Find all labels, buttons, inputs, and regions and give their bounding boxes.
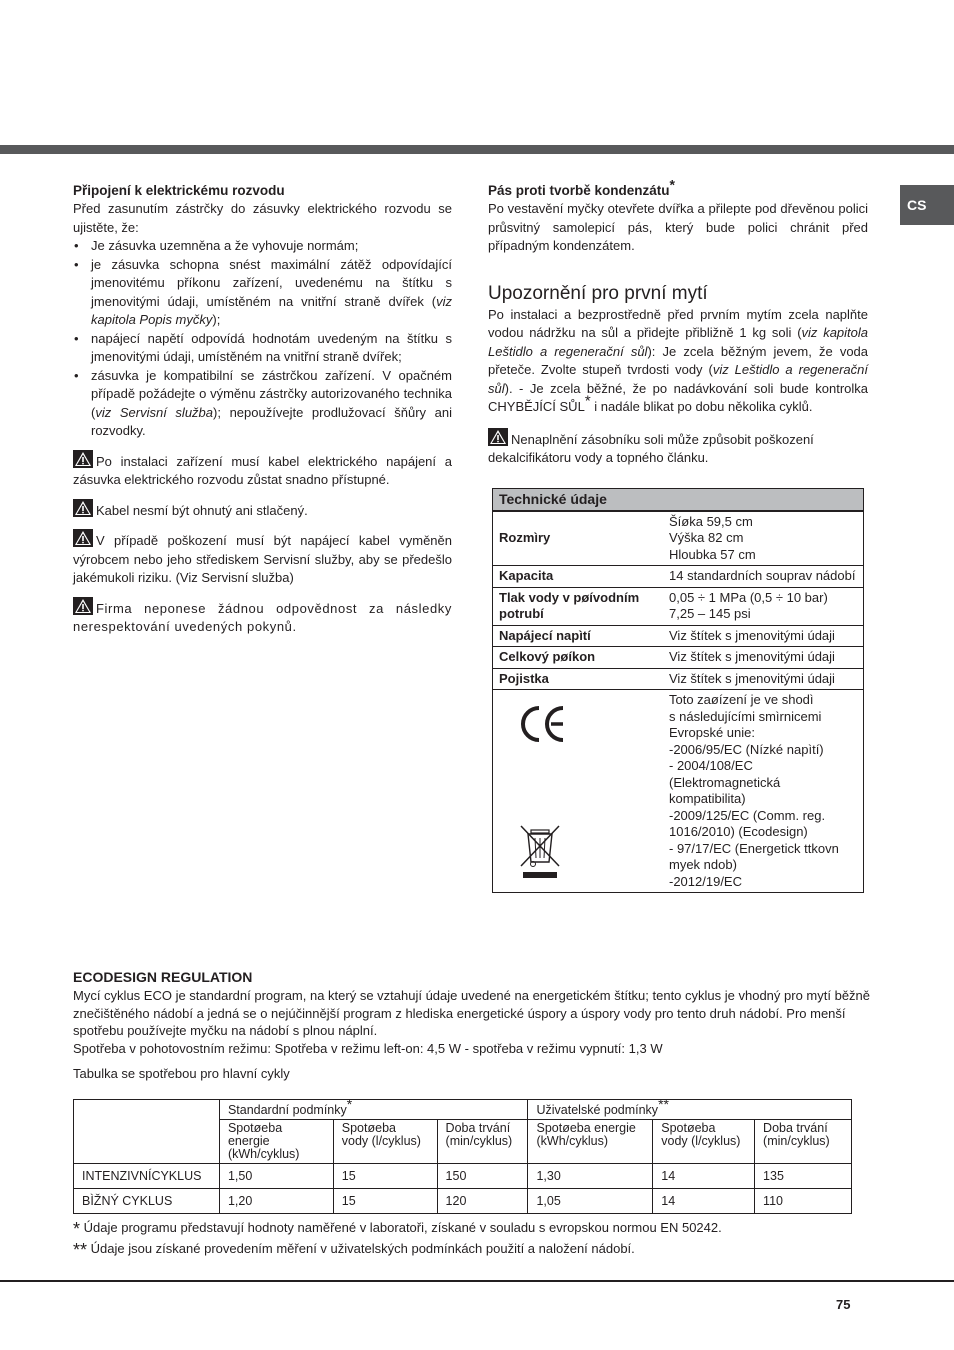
table-row xyxy=(493,587,864,625)
column-header: Doba trvání (min/cyklus) xyxy=(437,1120,528,1164)
electrical-intro: Před zasunutím zástrčky do zásuvky elektrického rozvodu se ujistěte, že: xyxy=(73,201,452,235)
compliance-icons xyxy=(493,690,664,893)
row-label: Celkový pøíkon xyxy=(493,647,664,669)
ecodesign-section xyxy=(73,968,873,1083)
section-title-condensation-strip: Pás proti tvorbě kondenzátu* xyxy=(488,176,675,198)
row-value: 14 standardních souprav nádobí xyxy=(663,566,864,588)
row-label: Kapacita xyxy=(493,566,664,588)
compliance-text: Toto zaøízení je ve shodì s následujícími smìrnicemi Evropské unie: -2006/95/EC (Nízké napìtí) - 2004/108/EC (Elektromagnetická kompatibilita) -2009/125/EC (Comm. reg. 1016/2010) (Ecodesign) - 97/17/EC (Energetick ttkovn myek ndob) -2012/19/EC xyxy=(663,690,864,893)
table-row xyxy=(493,511,864,566)
right-column xyxy=(488,176,869,468)
warning-note: Firma neponese žádnou odpovědnost za následky nerespektování uvedených pokynů. xyxy=(73,597,452,637)
page-number: 75 xyxy=(836,1297,851,1312)
warning-note: Po instalaci zařízení musí kabel elektrického napájení a zásuvka elektrického rozvodu zůstat snadno přístupné. xyxy=(73,450,452,490)
list-item: • Je zásuvka uzemněna a že vyhovuje normám; xyxy=(73,237,452,256)
row-label: Rozmìry xyxy=(493,511,664,566)
cycle-name: BÌŽNÝ CYKLUS xyxy=(74,1189,220,1214)
language-label: CS xyxy=(907,196,927,213)
table-row xyxy=(493,647,864,669)
warning-triangle-icon xyxy=(73,450,93,468)
group-standard: Standardní podmínky* xyxy=(219,1100,528,1120)
weee-bin-icon xyxy=(519,824,561,880)
language-tab xyxy=(900,185,954,225)
header-bar xyxy=(0,145,954,154)
column-header: Doba trvání (min/cyklus) xyxy=(755,1120,852,1164)
left-column xyxy=(73,182,452,637)
table-row xyxy=(493,690,864,893)
row-label: Pojistka xyxy=(493,668,664,690)
first-wash-title: Upozornění pro první mytí xyxy=(488,282,708,304)
warning-triangle-icon xyxy=(73,597,93,615)
consumption-table xyxy=(73,1096,852,1214)
footnotes xyxy=(73,1218,873,1260)
row-value: Viz štítek s jmenovitými údaji xyxy=(663,625,864,647)
table-row xyxy=(493,566,864,588)
salt-warning: Nenaplnění zásobníku soli může způsobit poškození dekalcifikátoru vody a topného článku. xyxy=(488,428,868,468)
warning-note: Kabel nesmí být ohnutý ani stlačený. xyxy=(73,499,452,521)
table-row: INTENZIVNÍCYKLUS 1,50 15 150 1,30 14 135 xyxy=(74,1164,852,1189)
condensation-strip-text: Po vestavění myčky otevřete dvířka a přilepte pod dřevěnou polici průsvitný samolepicí pás, který bude polici chránit před případným kondenzátem. xyxy=(488,201,868,253)
table-caption: Tabulka se spotřebou pro hlavní cykly xyxy=(73,1066,290,1081)
row-label: Napájecí napìtí xyxy=(493,625,664,647)
table-header: Technické údaje xyxy=(493,489,864,511)
footer-rule xyxy=(0,1280,954,1282)
list-item: • zásuvka je kompatibilní se zástrčkou zařízení. V opačném případě požádejte o výměnu zástrčky autorizovaného technika (viz Servisní služba); nepoužívejte prodlužovací šňůry ani rozvodky. xyxy=(73,367,452,441)
row-value: Viz štítek s jmenovitými údaji xyxy=(663,647,864,669)
column-header: Spotøeba vody (l/cyklus) xyxy=(333,1120,437,1164)
column-header: Spotøeba energie (kWh/cyklus) xyxy=(219,1120,333,1164)
ecodesign-text: Mycí cyklus ECO je standardní program, na který se vztahují údaje uvedené na energetickém štítku; tento cyklus je vhodný pro mytí běžně znečištěného nádobí a jedná se o nejúčinnější program z hlediska energetické úspory a úspory vody pro tento druh nádobí. Pro menší spotřebu používejte myčku na nádobí s plnou náplní. xyxy=(73,988,871,1038)
cycle-name: INTENZIVNÍCYKLUS xyxy=(74,1164,220,1189)
standby-consumption: Spotřeba v pohotovostním režimu: Spotřeba v režimu left-on: 4,5 W - spotřeba v režimu vypnutí: 1,3 W xyxy=(73,1040,663,1056)
row-label: Tlak vody v pøívodním potrubí xyxy=(493,587,664,625)
row-value: 0,05 ÷ 1 MPa (0,5 ÷ 10 bar) 7,25 – 145 psi xyxy=(663,587,864,625)
section-title-electrical: Připojení k elektrickému rozvodu xyxy=(73,183,285,198)
footnote: ** Údaje jsou získané provedením měření v uživatelských podmínkách použití a naložení nádobí. xyxy=(73,1240,635,1260)
footnote: * Údaje programu představují hodnoty naměřené v laboratoři, získané v souladu s evropskou normou EN 50242. xyxy=(73,1219,722,1239)
ecodesign-title: ECODESIGN REGULATION xyxy=(73,969,253,985)
group-user: Uživatelské podmínky** xyxy=(528,1100,852,1120)
ce-mark-icon xyxy=(519,704,569,744)
table-row xyxy=(493,625,864,647)
list-item: • je zásuvka schopna snést maximální zátěž odpovídající jmenovitému příkonu zařízení, uvedenému na štítku s jmenovitými údaji, umístěném na vnitřní straně dvířek (viz kapitola Popis myčky); xyxy=(73,256,452,330)
table-row xyxy=(493,668,864,690)
warning-note: V případě poškození musí být napájecí kabel vyměněn výrobcem nebo jeho střediskem Servisní služby, aby se předešlo jakémukoli riziku. (Viz Servisní služba) xyxy=(73,529,452,588)
row-value: Šíøka 59,5 cm Výška 82 cm Hloubka 57 cm xyxy=(663,511,864,566)
warning-triangle-icon xyxy=(73,499,93,517)
warning-triangle-icon xyxy=(488,428,508,446)
table-row: BÌŽNÝ CYKLUS 1,20 15 120 1,05 14 110 xyxy=(74,1189,852,1214)
electrical-checklist xyxy=(73,237,452,441)
warning-triangle-icon xyxy=(73,529,93,547)
row-value: Viz štítek s jmenovitými údaji xyxy=(663,668,864,690)
first-wash-text: Po instalaci a bezprostředně před prvním mytím zcela naplňte vodou nádržku na sůl a přidejte přibližně 1 kg soli (viz kapitola Leštidlo a regenerační sůl): Je zcela běžným jevem, že voda přeteče. Zvolte stupeň tvrdosti vody (viz Leštidlo a regenerační sůl). - Je zcela běžné, že po nadávkování soli bude kontrolka CHYBĚJÍCÍ SŮL* i nadále blikat po dobu několika cyklů. xyxy=(488,306,869,414)
table-row xyxy=(74,1100,852,1120)
column-header: Spotøeba vody (l/cyklus) xyxy=(653,1120,755,1164)
technical-data-table xyxy=(492,488,864,893)
column-header: Spotøeba energie (kWh/cyklus) xyxy=(528,1120,653,1164)
list-item: • napájecí napětí odpovídá hodnotám uvedeným na štítku s jmenovitými údaji, umístěném na vnitřní straně dvířek; xyxy=(73,330,452,367)
